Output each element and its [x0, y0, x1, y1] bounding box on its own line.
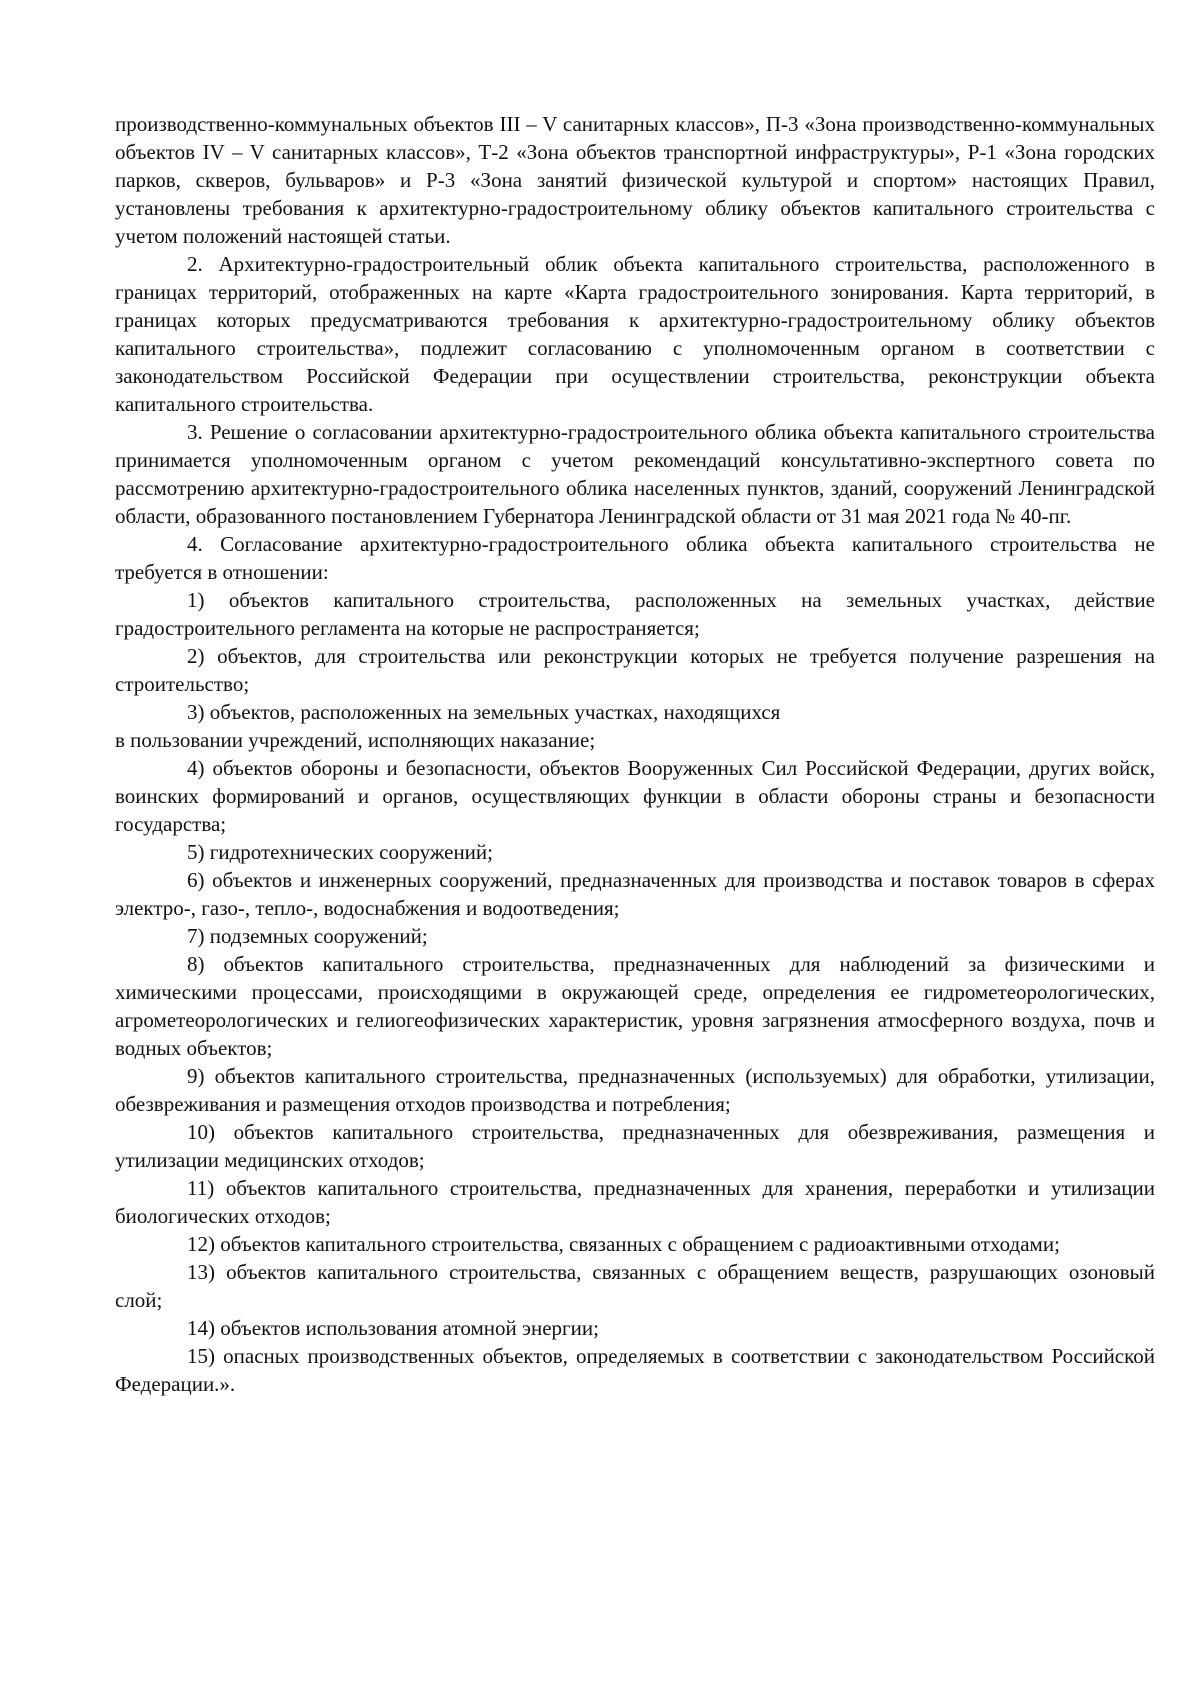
paragraph-3-decision: 3. Решение о согласовании архитектурно-градостроительного облика объекта капитального строительства принимается уполномоченным органом с учетом рекомендаций консультативно-экспертного совета по рассмотрению архитектурно-градостроительного облика населенных пунктов, зданий, сооружений Ленинградской области, образованного постановлением Губернатора Ленинградской области от 31 мая 2021 года № 40-пг.	[115, 420, 1155, 528]
list-item-13: 13) объектов капитального строительства, связанных с обращением веществ, разрушающих озоновый слой;	[115, 1260, 1155, 1312]
paragraph-4-exemptions: 4. Согласование архитектурно-градостроительного облика объекта капитального строительства не требуется в отношении:	[115, 532, 1155, 584]
list-item-4: 4) объектов обороны и безопасности, объектов Вооруженных Сил Российской Федерации, других войск, воинских формирований и органов, осуществляющих функции в области обороны страны и безопасности государства;	[115, 756, 1155, 836]
list-item-1: 1) объектов капитального строительства, расположенных на земельных участках, действие градостроительного регламента на которые не распространяется;	[115, 588, 1155, 640]
list-item-14: 14) объектов использования атомной энергии;	[187, 1316, 599, 1340]
list-item-11: 11) объектов капитального строительства, предназначенных для хранения, переработки и утилизации биологических отходов;	[115, 1176, 1155, 1228]
list-item-5: 5) гидротехнических сооружений;	[187, 840, 493, 864]
list-item-8: 8) объектов капитального строительства, предназначенных для наблюдений за физическими и химическими процессами, происходящими в окружающей среде, определения ее гидрометеорологических, агрометеорологических и гелиогеофизических характеристик, уровня загрязнения атмосферного воздуха, почв и водных объектов;	[115, 952, 1155, 1060]
list-item-10: 10) объектов капитального строительства, предназначенных для обезвреживания, размещения и утилизации медицинских отходов;	[115, 1120, 1155, 1172]
paragraph-zones-continuation: производственно-коммунальных объектов III – V санитарных классов», П-3 «Зона производственно-коммунальных объектов IV – V санитарных классов», Т-2 «Зона объектов транспортной инфраструктуры», Р-1 «Зона городских парков, скверов, бульваров» и Р-3 «Зона занятий физической культурой и спортом» настоящих Правил, установлены требования к архитектурно-градостроительному облику объектов капитального строительства с учетом положений настоящей статьи.	[115, 112, 1155, 248]
document-page	[115, 110, 1155, 1398]
list-item-3-line-2: в пользовании учреждений, исполняющих наказание;	[115, 728, 596, 752]
list-item-7: 7) подземных сооружений;	[187, 924, 428, 948]
list-item-6: 6) объектов и инженерных сооружений, предназначенных для производства и поставок товаров в сферах электро-, газо-, тепло-, водоснабжения и водоотведения;	[115, 868, 1155, 920]
paragraph-2-appearance: 2. Архитектурно-градостроительный облик объекта капитального строительства, расположенного в границах территорий, отображенных на карте «Карта градостроительного зонирования. Карта территорий, в границах которых предусматриваются требования к архитектурно-градостроительному облику объектов капитального строительства», подлежит согласованию с уполномоченным органом в соответствии с законодательством Российской Федерации при осуществлении строительства, реконструкции объекта капитального строительства.	[115, 252, 1155, 416]
list-item-3-line-1: 3) объектов, расположенных на земельных участках, находящихся	[187, 700, 781, 724]
list-item-9: 9) объектов капитального строительства, предназначенных (используемых) для обработки, утилизации, обезвреживания и размещения отходов производства и потребления;	[115, 1064, 1155, 1116]
list-item-12: 12) объектов капитального строительства, связанных с обращением с радиоактивными отходами;	[187, 1232, 1060, 1256]
list-item-2: 2) объектов, для строительства или реконструкции которых не требуется получение разрешения на строительство;	[115, 644, 1155, 696]
list-item-15: 15) опасных производственных объектов, определяемых в соответствии с законодательством Российской Федерации.».	[115, 1344, 1155, 1396]
